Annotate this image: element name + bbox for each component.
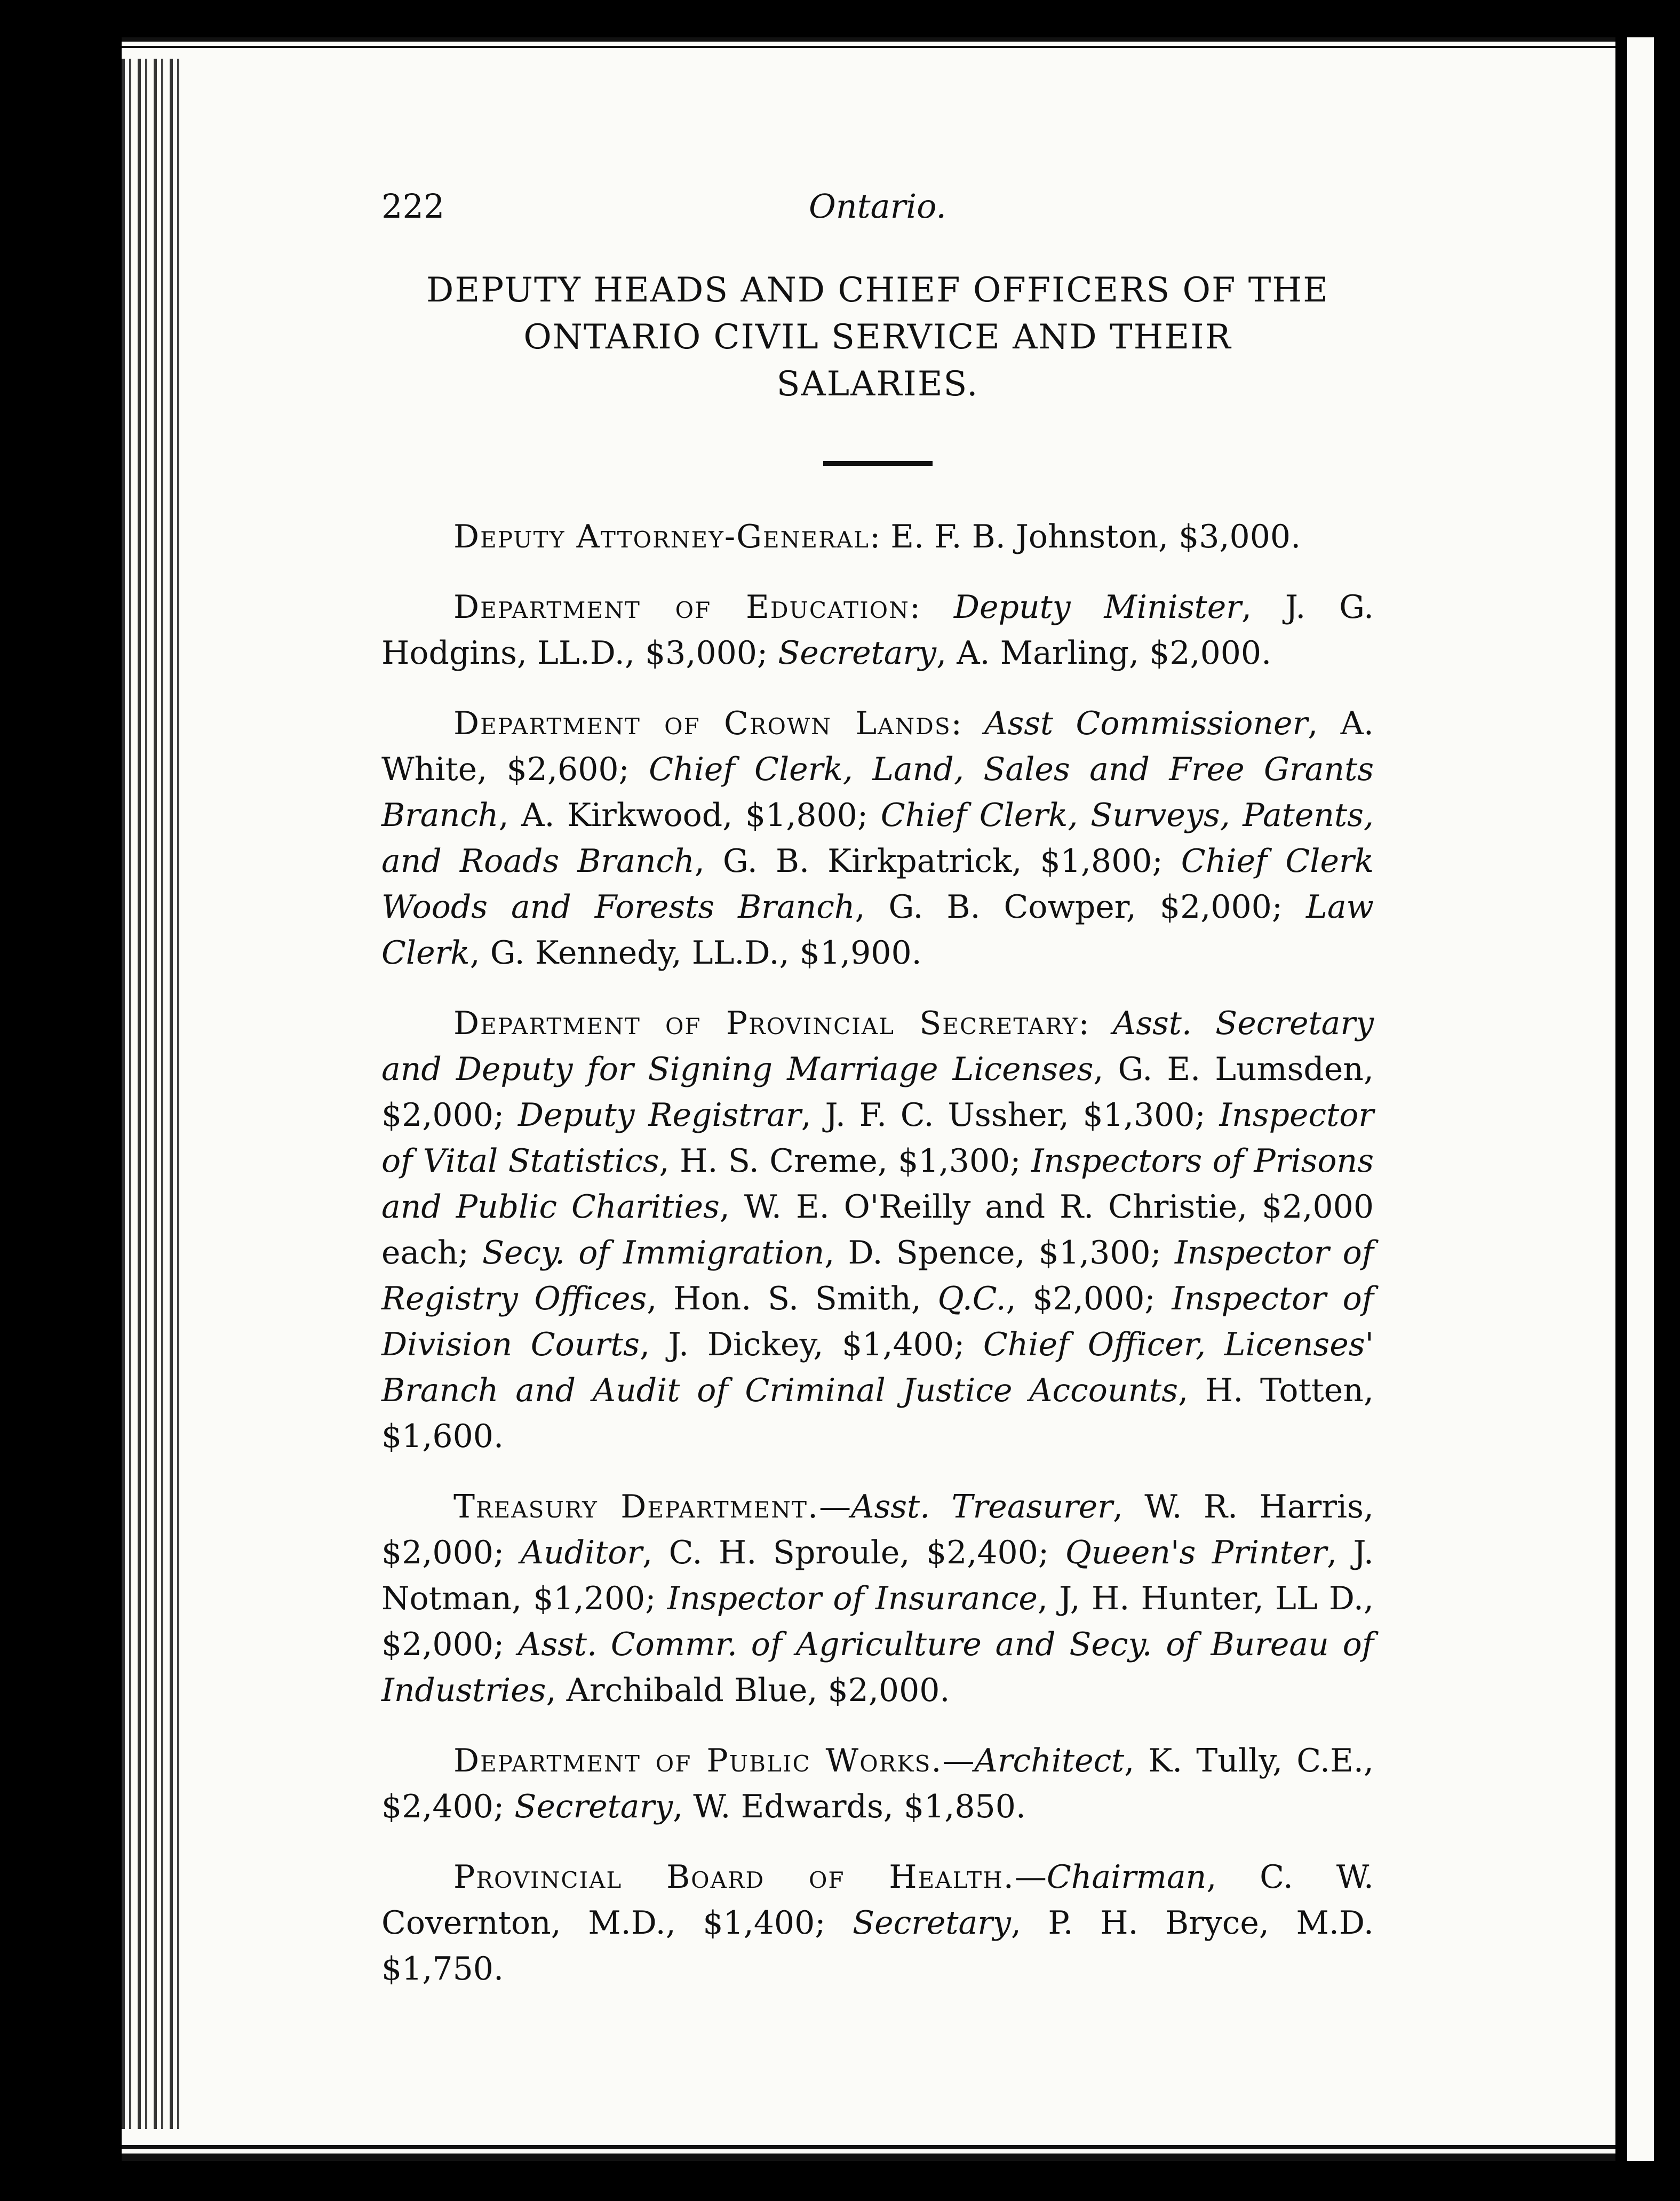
office-title: Secy. of Immigration [482, 1234, 825, 1272]
entry-text: , G. E. Lumsden, $2,000; [381, 1051, 1374, 1134]
entry-text: , C. H. Sproule, $2,400; [642, 1534, 1065, 1571]
page-bottom-border [122, 2129, 1615, 2161]
office-title: Q.C. [937, 1280, 1006, 1317]
entry [381, 1484, 1374, 1713]
entry-text: , W. E. O'Reilly and R. Christie, $2,000 each; [381, 1188, 1374, 1272]
entry-heading: Department of Provincial Secretary [453, 1005, 1079, 1042]
entry-text: , Hon. S. Smith, [647, 1280, 938, 1317]
office-title: Chief Clerk Woods and Forests Branch [381, 843, 1374, 926]
entry-text: : E. F. B. Johnston, $3,000. [869, 518, 1301, 555]
office-title: Secretary [778, 634, 937, 672]
title-line: DEPUTY HEADS AND CHIEF OFFICERS OF THE [426, 271, 1329, 310]
entry-text: — [819, 1488, 851, 1525]
page-content [381, 181, 1374, 2016]
entry-text: : [1078, 1005, 1113, 1042]
entry-text: , P. H. Bryce, M.D. $1,750. [381, 1904, 1374, 1988]
office-title: Auditor [520, 1534, 643, 1571]
page-right-border [1627, 37, 1654, 2161]
entry-text: , G. B. Cowper, $2,000; [855, 888, 1307, 926]
title-line: ONTARIO CIVIL SERVICE AND THEIR [523, 317, 1232, 357]
office-title: Inspectors of Prisons and Public Charities [381, 1142, 1374, 1226]
office-title: Secretary [852, 1904, 1011, 1942]
entry-text: , J. F. C. Ussher, $1,300; [801, 1096, 1220, 1134]
office-title: Chief Clerk, Land, Sales and Free Grants Branch [381, 751, 1374, 834]
entry-text: , A. White, $2,600; [381, 705, 1374, 788]
entry-text: — [1014, 1858, 1047, 1896]
entry [381, 584, 1374, 676]
entry-text: , A. Kirkwood, $1,800; [498, 797, 881, 834]
entry-text: , C. W. Covernton, M.D., $1,400; [381, 1858, 1374, 1942]
office-title: Law Clerk [381, 888, 1374, 972]
entry-text: , Archibald Blue, $2,000. [546, 1672, 950, 1709]
office-title: Inspector of Vital Statistics [381, 1096, 1374, 1180]
entry-text: , J. Notman, $1,200; [381, 1534, 1374, 1617]
office-title: Deputy Registrar [517, 1096, 801, 1134]
entry-text: , G. Kennedy, LL.D., $1,900. [469, 934, 922, 972]
office-title: Asst. Commr. of Agriculture and Secy. of Bureau of Industries [381, 1626, 1374, 1709]
entry [381, 701, 1374, 976]
entry-text: , W. Edwards, $1,850. [673, 1788, 1026, 1825]
office-title: Secretary [514, 1788, 673, 1825]
entry-text: , W. R. Harris, $2,000; [381, 1488, 1374, 1571]
entry-text: , J, H. Hunter, LL D., $2,000; [381, 1580, 1374, 1663]
page-binding-edge [122, 37, 186, 2161]
entry-text: , K. Tully, C.E., $2,400; [381, 1742, 1374, 1825]
page-number: 222 [381, 187, 445, 226]
office-title: Chief Officer, Licenses' Branch and Audit of Criminal Justice Accounts [381, 1326, 1374, 1409]
entries-list [381, 514, 1374, 1992]
entry-text: , H. Totten, $1,600. [381, 1372, 1374, 1455]
entry [381, 1738, 1374, 1830]
office-title: Chief Clerk, Surveys, Patents, and Roads Branch [381, 797, 1374, 880]
entry-text: , H. S. Creme, $1,300; [659, 1142, 1031, 1180]
office-title: Asst. Secretary and Deputy for Signing Marriage Licenses [381, 1005, 1374, 1088]
office-title: Chairman [1046, 1858, 1207, 1896]
entry [381, 1854, 1374, 1992]
office-title: Queen's Printer [1065, 1534, 1327, 1571]
office-title: Deputy Minister [953, 589, 1241, 626]
running-head [381, 181, 1374, 229]
page-top-border [122, 37, 1615, 59]
entry-heading: Deputy Attorney-General [453, 518, 870, 555]
office-title: Asst. Treasurer [851, 1488, 1113, 1525]
title-line: SALARIES. [776, 364, 979, 404]
entry [381, 1000, 1374, 1459]
office-title: Inspector of Division Courts [381, 1280, 1374, 1363]
entry-text: , G. B. Kirkpatrick, $1,800; [694, 843, 1181, 880]
page-title [381, 267, 1374, 408]
office-title: Architect [974, 1742, 1125, 1779]
office-title: Inspector of Insurance [667, 1580, 1038, 1617]
entry-heading: Department of Crown Lands [453, 705, 951, 742]
entry-text: , J. G. Hodgins, LL.D., $3,000; [381, 589, 1374, 672]
office-title: Inspector of Registry Offices [381, 1234, 1374, 1317]
entry-heading: Provincial Board of Health. [453, 1858, 1015, 1896]
entry-text: — [942, 1742, 975, 1779]
entry [381, 514, 1374, 560]
title-divider [823, 461, 933, 466]
entry-heading: Department of Public Works. [453, 1742, 943, 1779]
office-title: Asst Commissioner [984, 705, 1308, 742]
entry-text: , $2,000; [1006, 1280, 1172, 1317]
entry-heading: Treasury Department. [453, 1488, 819, 1525]
entry-text: , J. Dickey, $1,400; [639, 1326, 983, 1363]
running-title: Ontario. [808, 187, 947, 226]
entry-text: , D. Spence, $1,300; [824, 1234, 1175, 1272]
entry-text: : [909, 589, 954, 626]
entry-heading: Department of Education [453, 589, 910, 626]
entry-text: : [951, 705, 985, 742]
entry-text: , A. Marling, $2,000. [936, 634, 1272, 672]
